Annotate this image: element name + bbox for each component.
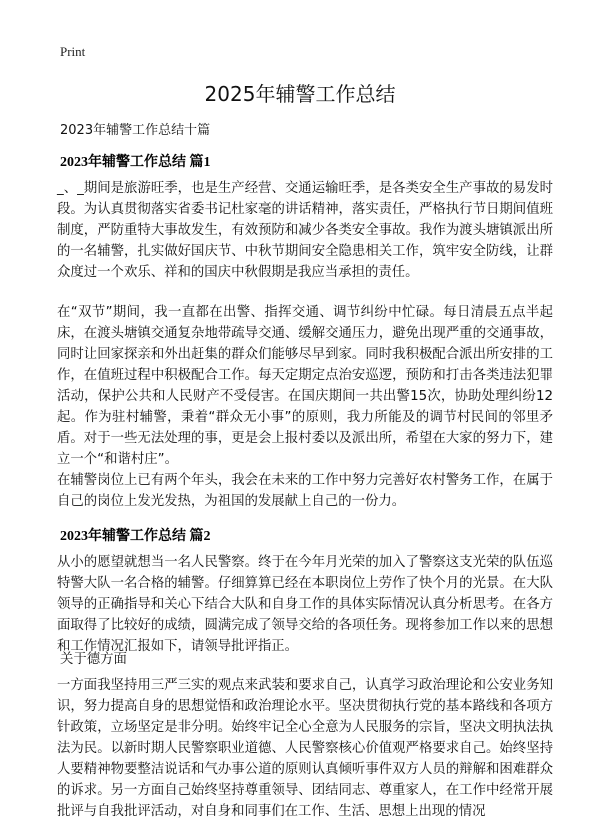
paragraph: 从小的愿望就想当一名人民警察。终于在今年月光荣的加入了警察这支光荣的队伍巡特警大队一名合格的辅警。仔细算算已经在本职岗位上劳作了快个月的光景。在大队领导的正确指导和关心下结合大队和自身工作的具体实际情况认真分析思考。在各方面取得了比较好的成绩，圆满完成了领导交给的各项任务。现将参加工作以来的思想和工作情况汇报如下，请领导批评指正。 [57, 555, 553, 654]
paragraph: 一方面我坚持用三严三实的观点来武装和要求自己，认真学习政治理论和公安业务知识，努力提高自身的思想觉悟和政治理论水平。坚决贯彻执行党的基本路线和各项方针政策，立场坚定是非分明。始终牢记全心全意为人民服务的宗旨，坚决文明执法执法为民。以新时期人民警察职业道德、人民警察核心价值观严格要求自己。始终坚持人要精神物要整洁说话和气办事公道的原则认真倾听事件双方人员的辩解和困难群众的诉求。另一方面自己始终坚持尊重领导、团结同志、尊重家人，在工作中经常开展批评与自我批评活动，对自身和同事们在工作、生活、思想上出现的情况 [57, 678, 553, 819]
subsection-heading: 关于德方面 [60, 652, 127, 667]
paragraph: _、_期间是旅游旺季，也是生产经营、交通运输旺季，是各类安全生产事故的易发时段。为认真贯彻落实省委书记杜家毫的讲话精神，落实责任，严格执行节日期间值班制度，严防重特大事故发生，有效预防和减少各类安全事故。我作为渡头塘镇派出所的一名辅警，扎实做好国庆节、中秋节期间安全隐患相关工作，筑牢安全防线，让群众度过一个欢乐、祥和的国庆中秋假期是我应当承担的责任。 [57, 181, 553, 280]
paragraph: 在辅警岗位上已有两个年头，我会在未来的工作中努力完善好农村警务工作，在属于自己的岗位上发光发热，为祖国的发展献上自己的一份力。 [57, 473, 553, 509]
print-label[interactable]: Print [60, 44, 86, 59]
section-heading-2: 2023年辅警工作总结 篇2 [60, 529, 211, 544]
document-title: 2025年辅警工作总结 [204, 82, 396, 106]
section-heading-1: 2023年辅警工作总结 篇1 [60, 155, 211, 170]
document-subtitle: 2023年辅警工作总结十篇 [60, 123, 211, 138]
paragraph: 在“双节”期间，我一直都在出警、指挥交通、调节纠纷中忙碌。每日清晨五点半起床，在渡头塘镇交通复杂地带疏导交通、缓解交通压力，避免出现严重的交通事故，同时让回家探亲和外出赶集的群众们能够尽早到家。同时我积极配合派出所安排的工作，在值班过程中积极配合工作。每天定期定点治安巡逻，预防和打击各类违法犯罪活动，保护公共和人民财产不受侵害。在国庆期间一共出警15次，协助处理纠纷12起。作为驻村辅警，秉着“群众无小事”的原则，我力所能及的调节村民间的邻里矛盾。对于一些无法处理的事，更是会上报村委以及派出所，希望在大家的努力下，建立一个“和谐村庄”。 [57, 305, 553, 467]
